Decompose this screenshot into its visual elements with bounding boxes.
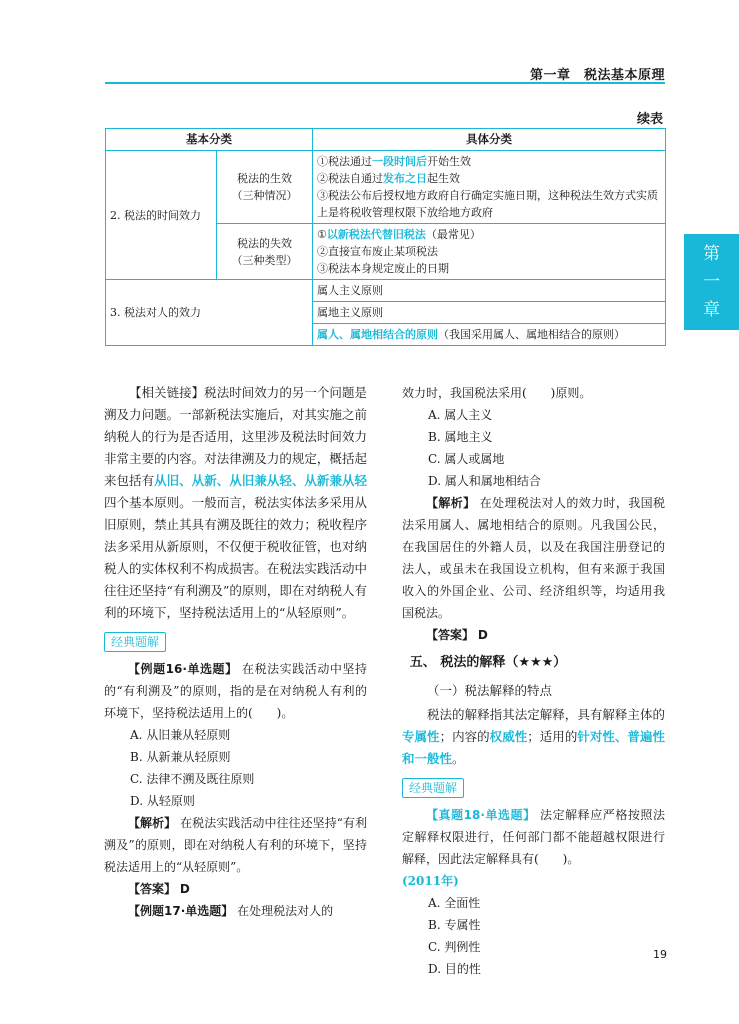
invalid-1-highlight: 以新税法代替旧税法 — [326, 228, 426, 241]
example-16-answer-title: 【答案】 — [128, 882, 177, 896]
invalid-items — [313, 224, 666, 280]
interp-text-a: 税法的解释指其法定解释，具有解释主体的 — [427, 707, 665, 722]
chapter-side-tab — [684, 234, 739, 330]
real-question-18-option-b: B. 专属性 — [428, 918, 481, 932]
example-16-option-b: B. 从新兼从轻原则 — [130, 750, 231, 764]
effect-1-text: ①税法通过 — [317, 155, 372, 168]
subsection-1-title: （一）税法解释的特点 — [427, 683, 553, 698]
interp-text-d: 。 — [452, 751, 465, 766]
example-17-answer-title: 【答案】 — [426, 628, 475, 642]
effect-cell — [217, 151, 313, 224]
example-17-text-cont: 效力时，我国税法采用( )原则。 — [402, 386, 592, 400]
example-17-analysis: 在处理税法对人的效力时，我国税法采用属人、属地相结合的原则。凡我国公民，在我国居住的外籍人员，以及在我国注册登记的法人，或虽未在我国设立机构，但有来源于我国收入的外国企业、公司、经济组织等，均适用我国税法。 — [402, 496, 665, 620]
real-question-18-option-d: D. 目的性 — [428, 962, 481, 976]
person-3-tail: （我国采用属人、属地相结合的原则） — [438, 328, 625, 341]
table-row — [106, 151, 666, 224]
example-16-text: 在税法实践活动中坚持的“有利溯及”的原则，指的是在对纳税人有利的环境下，坚持税法适用上的( )。 — [104, 662, 367, 720]
real-question-18-text: 法定解释应严格按照法定解释权限进行，任何部门都不能超越权限进行解释，因此法定解释具有( )。 — [402, 808, 665, 866]
related-link-text-2: 四个基本原则。一般而言，税法实体法多采用从旧原则，禁止其具有溯及既往的效力；税收程序法多采用从新原则，不仅便于税收征管，也对纳税人的实体权利不构成损害。在税法实践活动中往往还坚持“有利溯及”的原则，即在对纳税人有利的环境下，坚持税法适用上的“从轻原则”。 — [104, 495, 367, 620]
interp-highlight-2: 权威性 — [489, 729, 528, 744]
continued-label: 续表 — [636, 112, 663, 127]
row-time-effect-label: 2. 税法的时间效力 — [106, 151, 217, 280]
example-17-answer: D — [477, 628, 488, 642]
row-person-effect-label: 3. 税法对人的效力 — [106, 280, 313, 346]
example-17-option-a: A. 属人主义 — [428, 408, 493, 422]
example-16-analysis: 在税法实践活动中往往还坚持“有利溯及”的原则，即在对纳税人有利的环境下，坚持税法适用上的“从轻原则”。 — [104, 816, 367, 874]
page-header — [105, 64, 665, 84]
section-5-title: 五、 税法的解释（★★★） — [409, 655, 567, 670]
real-question-18 — [402, 804, 665, 980]
person-item-2: 属地主义原则 — [313, 302, 666, 324]
effect-2-tail: 起生效 — [427, 172, 460, 185]
header-basic: 基本分类 — [106, 129, 313, 151]
classification-table — [105, 128, 666, 346]
side-tab-char-1: 第 — [703, 244, 720, 264]
real-question-18-option-a: A. 全面性 — [428, 896, 481, 910]
related-link-highlight: 从旧、从新、从旧兼从轻、从新兼从轻 — [154, 473, 367, 488]
example-16-option-a: A. 从旧兼从轻原则 — [130, 728, 231, 742]
side-tab-char-3: 章 — [703, 300, 720, 320]
page-number: 19 — [653, 948, 667, 961]
side-tab-char-2: 一 — [703, 272, 720, 292]
effect-item-2 — [317, 170, 661, 187]
interp-highlight-1: 专属性 — [402, 729, 440, 744]
left-column — [104, 382, 367, 922]
interp-text-c: ；适用的 — [527, 729, 578, 744]
real-question-18-option-c: C. 判例性 — [428, 940, 481, 954]
real-question-18-year: (2011年) — [402, 874, 459, 888]
example-16-answer: D — [179, 882, 190, 896]
effect-2-text: ②税法自通过 — [317, 172, 383, 185]
related-link-text-1: 【相关链接】税法时间效力的另一个问题是溯及力问题。一部新税法实施后，对其实施之前纳税人的行为是否适用，这里涉及税法时间效力非常主要的内容。对法律溯及力的规定，概括起来包括有 — [104, 385, 367, 488]
person-item-3 — [313, 324, 666, 346]
person-item-1: 属人主义原则 — [313, 280, 666, 302]
related-link-paragraph — [104, 382, 367, 624]
invalid-item-3: ③税法本身规定废止的日期 — [317, 262, 449, 275]
effect-1-highlight: 一段时间后 — [372, 155, 427, 168]
real-question-18-title: 【真题18·单选题】 — [426, 808, 536, 822]
effect-item-3: ③税法公布后授权地方政府自行确定实施日期，这种税法生效方式实质上是将税收管理权限下放给地方政府 — [317, 189, 658, 219]
table-row — [106, 280, 666, 302]
invalid-item-2: ②直接宣布废止某项税法 — [317, 245, 438, 258]
example-16-option-c: C. 法律不溯及既往原则 — [130, 772, 255, 786]
effect-2-highlight: 发布之日 — [383, 172, 427, 185]
interp-highlight-3: 针对性、普遍性和一般性 — [402, 729, 665, 766]
example-17-text: 在处理税法对人的 — [237, 904, 334, 918]
interp-text-b: ；内容的 — [439, 729, 490, 744]
example-16-option-d: D. 从轻原则 — [130, 794, 195, 808]
header-specific: 具体分类 — [313, 129, 666, 151]
effect-1-tail: 开始生效 — [427, 155, 471, 168]
effect-sub: （三种情况） — [231, 189, 298, 202]
classic-problems-badge-2: 经典题解 — [402, 778, 464, 798]
invalid-item-1 — [317, 226, 661, 243]
example-16-title: 【例题16·单选题】 — [128, 662, 238, 676]
classic-problems-badge: 经典题解 — [104, 632, 166, 652]
invalid-label: 税法的失效 — [237, 236, 292, 250]
person-3-highlight: 属人、属地相结合的原则 — [317, 328, 438, 341]
example-17-continued — [402, 382, 665, 646]
example-17-option-c: C. 属人或属地 — [428, 452, 505, 466]
example-17-option-d: D. 属人和属地相结合 — [428, 474, 541, 488]
example-17-analysis-title: 【解析】 — [426, 496, 476, 510]
example-16 — [104, 658, 367, 922]
example-16-analysis-title: 【解析】 — [128, 816, 177, 830]
invalid-1-text: ① — [317, 228, 327, 241]
effect-item-1 — [317, 153, 661, 170]
invalid-1-tail: （最常见） — [425, 228, 481, 241]
interpretation-paragraph — [402, 704, 665, 770]
table-header-row — [106, 129, 666, 151]
invalid-cell — [217, 224, 313, 280]
effect-label: 税法的生效 — [237, 172, 292, 185]
invalid-sub: （三种类型） — [231, 253, 298, 267]
example-17-option-b: B. 属地主义 — [428, 430, 493, 444]
effect-items — [313, 151, 666, 224]
chapter-title: 第一章 税法基本原理 — [529, 68, 665, 83]
right-column — [402, 382, 665, 980]
example-17-title: 【例题17·单选题】 — [128, 904, 234, 918]
